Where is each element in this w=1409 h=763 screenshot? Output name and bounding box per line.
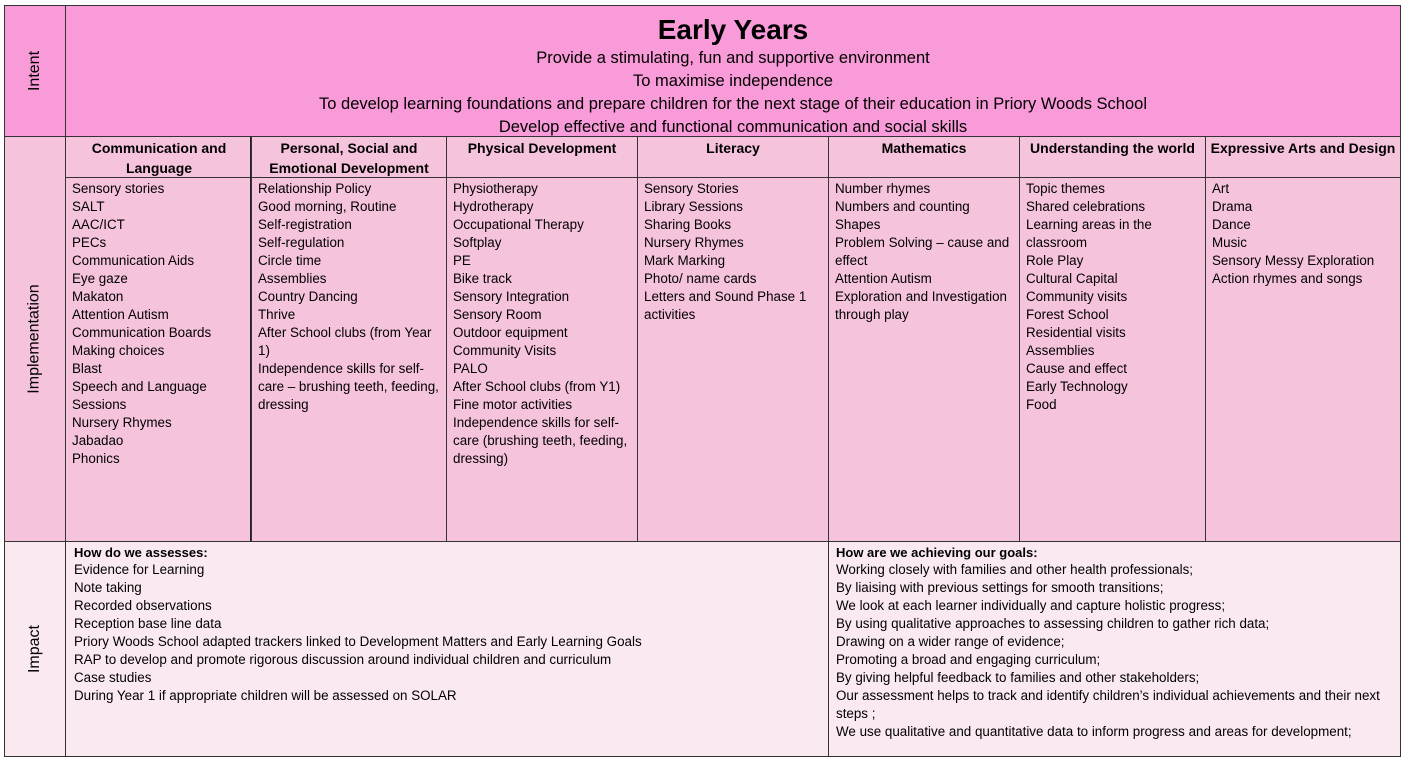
column-list [1206,180,1400,288]
list-item: Mark Marking [644,253,726,268]
list-item: We look at each learner individually and capture holistic progress; [836,598,1226,613]
list-item: Assemblies [1026,343,1095,358]
list-item: Residential visits [1026,325,1126,340]
column-header: Understanding the world [1020,137,1205,178]
impact-left-panel [65,541,829,757]
impact-side-label-cell [4,541,66,757]
list-item: Physiotherapy [453,181,538,196]
list-item: Fine motor activities [453,397,573,412]
list-item: Priory Woods School adapted trackers linked to Development Matters and Early Learning Goals [74,634,642,649]
list-item: Music [1212,235,1247,250]
list-item: Assemblies [258,271,327,286]
column-list [829,180,1019,324]
list-item: Note taking [74,580,142,595]
list-item: Dance [1212,217,1251,232]
list-item: Drama [1212,199,1253,214]
list-item: Food [1026,397,1057,412]
column-mathematics [828,136,1020,542]
list-item: Good morning, Routine [258,199,397,214]
list-item: Hydrotherapy [453,199,534,214]
list-item: Evidence for Learning [74,562,205,577]
list-item: RAP to develop and promote rigorous discussion around individual children and curriculum [74,652,612,667]
column-list [638,180,828,324]
intent-side-label: Intent [26,50,43,92]
list-item: Circle time [258,253,322,268]
list-item: Independence skills for self-care – brushing teeth, feeding, dressing [258,361,439,412]
list-item: Forest School [1026,307,1109,322]
list-item: Nursery Rhymes [644,235,744,250]
list-item: PECs [72,235,107,250]
column-header: Communication and Language [66,137,250,178]
column-header: Personal, Social and Emotional Development [252,137,446,178]
list-item: Community Visits [453,343,557,358]
list-item: Sensory Messy Exploration [1212,253,1375,268]
column-communication [65,136,252,542]
intent-line: Develop effective and functional communication and social skills [498,118,968,136]
list-item: Self-registration [258,217,352,232]
impact-side-label: Impact [25,624,43,674]
list-item: Occupational Therapy [453,217,584,232]
list-item: Our assessment helps to track and identify children’s individual achievements and their next steps ; [836,688,1380,721]
list-item: Thrive [258,307,296,322]
list-item: Cultural Capital [1026,271,1118,286]
impact-right-heading: How are we achieving our goals: [836,545,1038,560]
list-item: Jabadao [72,433,124,448]
list-item: Shapes [835,217,881,232]
list-item: Action rhymes and songs [1212,271,1363,286]
list-item: Working closely with families and other health professionals; [836,562,1194,577]
list-item: Early Technology [1026,379,1128,394]
list-item: Drawing on a wider range of evidence; [836,634,1065,649]
intent-line: Provide a stimulating, fun and supportive environment [536,49,930,67]
column-personal-social [251,136,447,542]
column-list [1020,180,1205,414]
list-item: Case studies [74,670,152,685]
column-header: Physical Development [447,137,637,178]
list-item: By liaising with previous settings for smooth transitions; [836,580,1164,595]
list-item: Speech and Language Sessions [72,379,207,412]
list-item: Letters and Sound Phase 1 activities [644,289,807,322]
page-title: Early Years [657,14,809,45]
list-item: Outdoor equipment [453,325,568,340]
impact-left-heading: How do we assesses: [74,545,208,560]
list-item: Shared celebrations [1026,199,1146,214]
list-item: PE [453,253,471,268]
intent-line: To develop learning foundations and prepare children for the next stage of their education in Priory Woods School [319,95,1147,113]
list-item: Problem Solving – cause and effect [835,235,1010,268]
list-item: Self-regulation [258,235,345,250]
list-item: Sharing Books [644,217,732,232]
list-item: Relationship Policy [258,181,372,196]
implementation-side-label-cell [4,136,66,542]
column-header: Literacy [638,137,828,178]
list-item: We use qualitative and quantitative data to inform progress and areas for development; [836,724,1352,739]
list-item: Bike track [453,271,512,286]
list-item: Number rhymes [835,181,931,196]
impact-right-list [836,561,1390,741]
list-item: By using qualitative approaches to assessing children to gather rich data; [836,616,1270,631]
list-item: Library Sessions [644,199,743,214]
intent-panel [65,5,1401,137]
list-item: Independence skills for self-care (brushing teeth, feeding, dressing) [453,415,628,466]
list-item: Photo/ name cards [644,271,757,286]
list-item: SALT [72,199,105,214]
column-physical [446,136,638,542]
list-item: During Year 1 if appropriate children will be assessed on SOLAR [74,688,457,703]
list-item: Recorded observations [74,598,212,613]
list-item: Nursery Rhymes [72,415,172,430]
list-item: Making choices [72,343,165,358]
list-item: Role Play [1026,253,1084,268]
list-item: Attention Autism [72,307,169,322]
list-item: Sensory Room [453,307,542,322]
list-item: Cause and effect [1026,361,1127,376]
column-header: Mathematics [829,137,1019,178]
intent-line: To maximise independence [633,72,833,90]
list-item: By giving helpful feedback to families and other stakeholders; [836,670,1200,685]
list-item: Reception base line data [74,616,222,631]
column-expressive-arts [1205,136,1401,542]
implementation-side-label: Implementation [26,284,44,394]
list-item: Country Dancing [258,289,358,304]
list-item: Sensory Integration [453,289,570,304]
list-item: Sensory Stories [644,181,739,196]
list-item: Learning areas in the classroom [1026,217,1152,250]
column-list [447,180,637,468]
list-item: Community visits [1026,289,1128,304]
list-item: Phonics [72,451,120,466]
list-item: Blast [72,361,102,376]
list-item: Softplay [453,235,502,250]
list-item: Numbers and counting [835,199,970,214]
column-list [252,180,446,414]
list-item: After School clubs (from Y1) [453,379,621,394]
list-item: Communication Boards [72,325,212,340]
list-item: After School clubs (from Year 1) [258,325,432,358]
list-item: Attention Autism [835,271,932,286]
impact-right-panel [828,541,1401,757]
list-item: Sensory stories [72,181,165,196]
list-item: Communication Aids [72,253,195,268]
list-item: PALO [453,361,488,376]
list-item: Art [1212,181,1230,196]
list-item: Topic themes [1026,181,1105,196]
column-header: Expressive Arts and Design [1206,137,1400,178]
list-item: AAC/ICT [72,217,125,232]
list-item: Promoting a broad and engaging curriculum; [836,652,1101,667]
column-literacy [637,136,829,542]
list-item: Eye gaze [72,271,128,286]
column-list [66,180,250,468]
list-item: Makaton [72,289,124,304]
intent-side-label-cell [4,5,66,137]
list-item: Exploration and Investigation through play [835,289,1007,322]
column-understanding-world [1019,136,1206,542]
impact-left-list [74,561,822,705]
